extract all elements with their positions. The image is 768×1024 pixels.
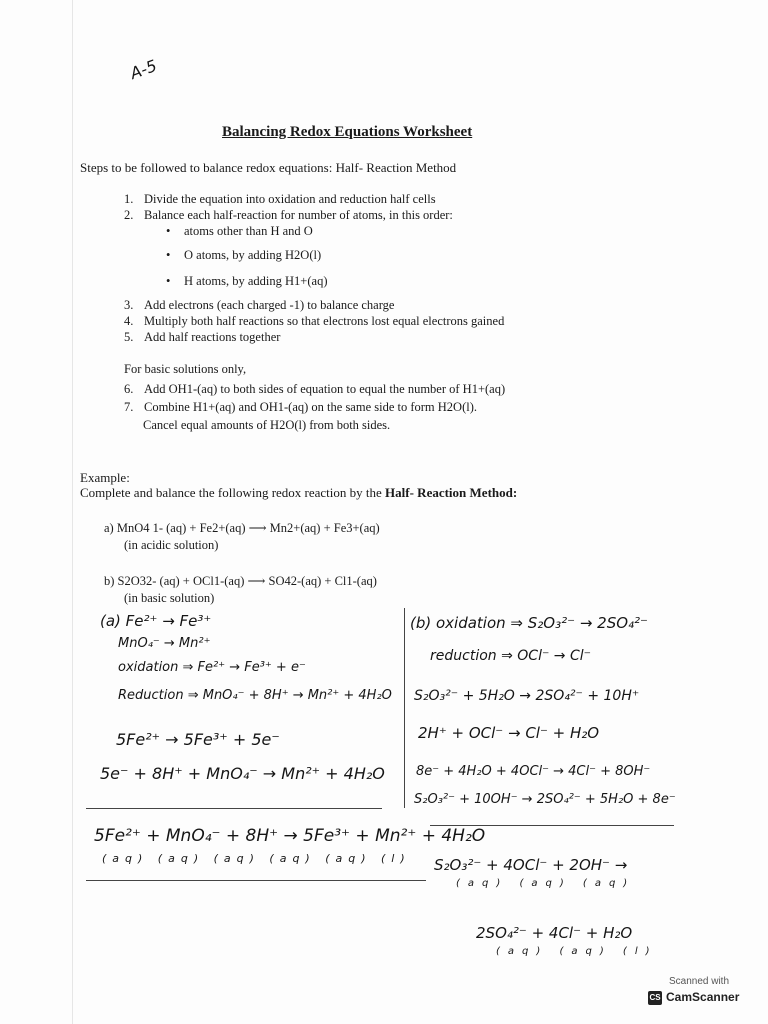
divider-a-bottom (86, 880, 426, 881)
step-5 (124, 330, 280, 345)
step-1 (124, 192, 436, 207)
sub-bullet-3 (166, 274, 327, 289)
step-2-num: 2. (124, 208, 134, 222)
hw-a-3: oxidation ⇒ Fe²⁺ → Fe³⁺ + e⁻ (118, 660, 306, 675)
hw-b-4: 2H⁺ + OCl⁻ → Cl⁻ + H₂O (418, 724, 600, 742)
step-1-num: 1. (124, 192, 134, 206)
sub-bullet-1-text: atoms other than H and O (184, 224, 313, 238)
step-7-cont: Cancel equal amounts of H2O(l) from both sides. (143, 418, 391, 432)
hw-a-4: Reduction ⇒ MnO₄⁻ + 8H⁺ → Mn²⁺ + 4H₂O (118, 688, 392, 703)
divider-a (86, 808, 382, 809)
step-4-text: Multiply both half reactions so that electrons lost equal electrons gained (144, 314, 505, 328)
step-7 (124, 400, 477, 415)
step-3-num: 3. (124, 298, 134, 312)
hw-a-2: MnO₄⁻ → Mn²⁺ (118, 636, 211, 651)
step-6-text: Add OH1-(aq) to both sides of equation to equal the number of H1+(aq) (144, 382, 506, 396)
step-7-num: 7. (124, 400, 134, 414)
step-4 (124, 314, 504, 329)
hw-b-5: 8e⁻ + 4H₂O + 4OCl⁻ → 4Cl⁻ + 8OH⁻ (416, 764, 651, 779)
page-edge (72, 0, 73, 1024)
hw-b-6: S₂O₃²⁻ + 10OH⁻ → 2SO₄²⁻ + 5H₂O + 8e⁻ (414, 792, 676, 807)
sub-bullet-1 (166, 224, 313, 239)
basic-heading: For basic solutions only, (124, 362, 247, 376)
column-divider (404, 608, 405, 808)
step-7-text: Combine H1+(aq) and OH1-(aq) on the same side to form H2O(l). (144, 400, 478, 414)
step-3 (124, 298, 394, 313)
hw-a-states: (aq) (aq) (aq) (aq) (aq) (l) (102, 852, 411, 865)
step-6-num: 6. (124, 382, 134, 396)
hw-b-final-2: 2SO₄²⁻ + 4Cl⁻ + H₂O (476, 924, 633, 942)
watermark-caption: Scanned with (668, 976, 730, 987)
bullet-icon: • (166, 274, 171, 288)
corner-mark: A-5 (127, 55, 160, 84)
sub-bullet-2 (166, 248, 321, 263)
hw-b-3: S₂O₃²⁻ + 5H₂O → 2SO₄²⁻ + 10H⁺ (414, 688, 640, 704)
problem-b-eq: b) S2O32- (aq) + OCl1-(aq) ⟶ SO42-(aq) + Cl1-(aq) (104, 574, 377, 588)
watermark-brand: CamScanner (666, 990, 740, 1004)
sub-bullet-2-text: O atoms, by adding H2O(l) (184, 248, 322, 262)
camscanner-watermark (644, 976, 754, 1014)
camscanner-logo-icon: CS (648, 991, 662, 1005)
sub-bullet-3-text: H atoms, by adding H1+(aq) (184, 274, 328, 288)
instruction-method: Half- Reaction Method: (385, 485, 518, 500)
hw-a-5: 5Fe²⁺ → 5Fe³⁺ + 5e⁻ (116, 730, 280, 749)
problem-a-cond: (in acidic solution) (124, 538, 219, 552)
steps-intro: Steps to be followed to balance redox equations: Half- Reaction Method (80, 160, 457, 175)
step-3-text: Add electrons (each charged -1) to balance charge (144, 298, 395, 312)
hw-b-final-2-states: (aq) (aq) (l) (496, 946, 658, 957)
example-instruction (80, 485, 517, 501)
bullet-icon: • (166, 248, 171, 262)
hw-b-1: (b) oxidation ⇒ S₂O₃²⁻ → 2SO₄²⁻ (410, 614, 648, 632)
hw-a-6: 5e⁻ + 8H⁺ + MnO₄⁻ → Mn²⁺ + 4H₂O (100, 764, 385, 783)
instruction-text: Complete and balance the following redox reaction by the (80, 485, 386, 500)
bullet-icon: • (166, 224, 171, 238)
worksheet-title: Balancing Redox Equations Worksheet (222, 124, 473, 140)
hw-a-final: 5Fe²⁺ + MnO₄⁻ + 8H⁺ → 5Fe³⁺ + Mn²⁺ + 4H₂O (94, 826, 486, 846)
step-6 (124, 382, 505, 397)
step-1-text: Divide the equation into oxidation and reduction half cells (144, 192, 436, 206)
step-5-text: Add half reactions together (144, 330, 281, 344)
hw-b-2: reduction ⇒ OCl⁻ → Cl⁻ (430, 648, 592, 664)
hw-b-final-1: S₂O₃²⁻ + 4OCl⁻ + 2OH⁻ → (434, 856, 628, 874)
step-2 (124, 208, 453, 223)
example-label: Example: (80, 470, 130, 485)
problem-a-eq: a) MnO4 1- (aq) + Fe2+(aq) ⟶ Mn2+(aq) + Fe3+(aq) (104, 521, 380, 535)
step-2-text: Balance each half-reaction for number of atoms, in this order: (144, 208, 453, 222)
step-4-num: 4. (124, 314, 134, 328)
step-5-num: 5. (124, 330, 134, 344)
hw-b-final-1-states: (aq) (aq) (aq) (456, 878, 636, 889)
problem-b-cond: (in basic solution) (124, 591, 215, 605)
hw-a-1: (a) Fe²⁺ → Fe³⁺ (100, 612, 212, 630)
